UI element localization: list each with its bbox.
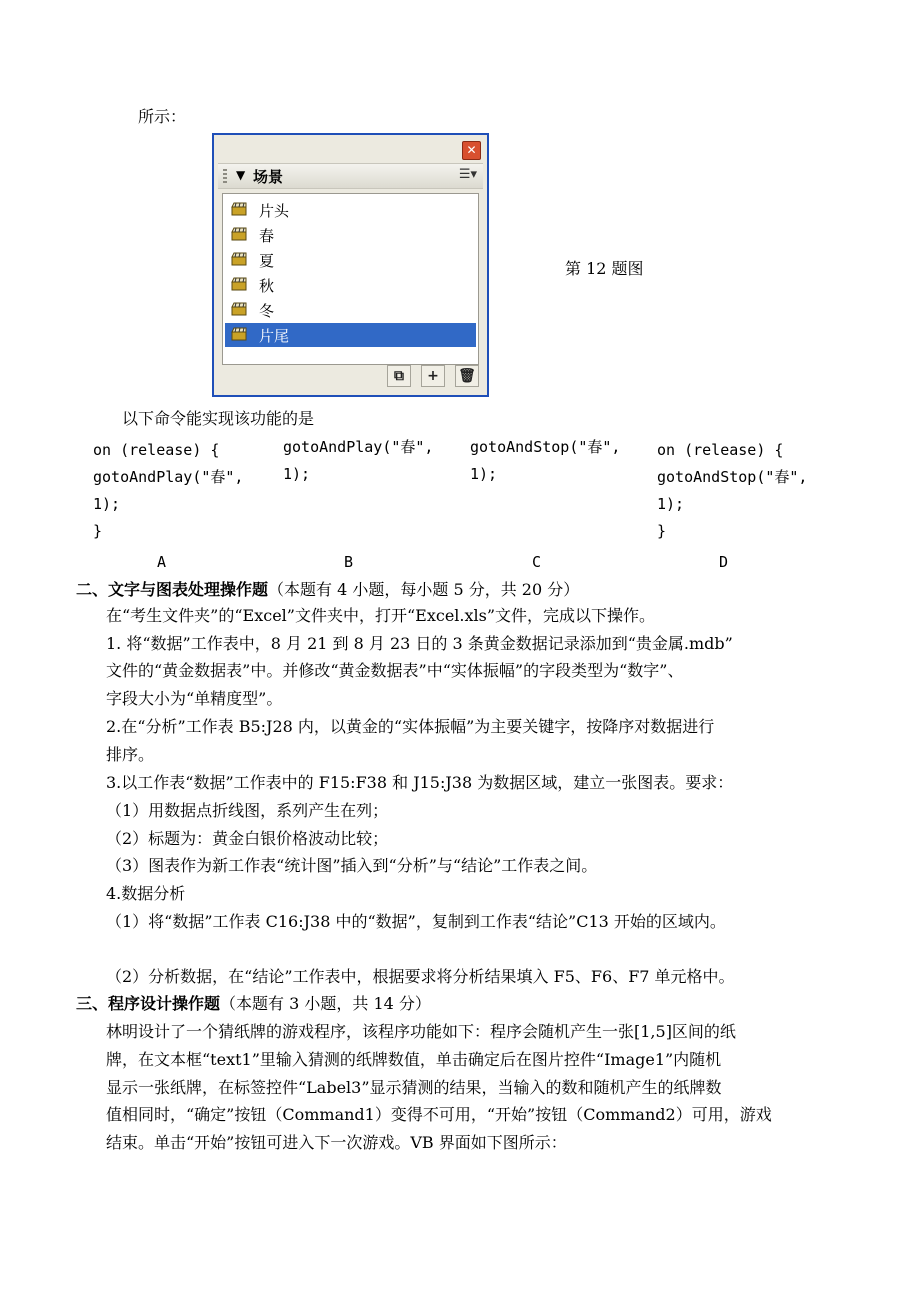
clapperboard-icon: [231, 252, 247, 266]
section2-line: 字段大小为“单精度型”。: [106, 689, 283, 708]
scene-item-selected[interactable]: [225, 323, 476, 347]
section3-line: 显示一张纸牌，在标签控件“Label3”显示猜测的结果，当输入的数和随机产生的纸牌数: [106, 1078, 722, 1097]
option-c: [470, 434, 620, 488]
option-b: [283, 434, 433, 488]
section3-heading: 三、程序设计操作题: [76, 994, 221, 1013]
section2-line: 4.数据分析: [106, 884, 186, 903]
section2-line: 1. 将“数据”工作表中，8 月 21 到 8 月 23 日的 3 条黄金数据记录添加到“贵金属.mdb”: [106, 634, 733, 653]
option-letter-c: C: [532, 553, 542, 571]
duplicate-scene-icon[interactable]: ⧉: [387, 365, 411, 387]
section2-line: 文件的“黄金数据表”中。并修改“黄金数据表”中“实体振幅”的字段类型为“数字”、: [106, 661, 684, 680]
section2-line: （2）标题为：黄金白银价格波动比较；: [106, 829, 389, 848]
option-c-line: 1);: [470, 465, 498, 483]
option-d-line: gotoAndStop("春",: [657, 468, 808, 486]
section2-line: 3.以工作表“数据”工作表中的 F15:F38 和 J15:J38 为数据区域，建立一张图表。要求：: [106, 773, 734, 792]
scene-item[interactable]: [225, 198, 476, 222]
option-letter-d: D: [719, 553, 729, 571]
scene-panel-header[interactable]: [218, 163, 483, 189]
scene-label: 冬: [259, 302, 275, 320]
scene-label: 片尾: [259, 327, 290, 345]
close-icon[interactable]: ✕: [462, 141, 481, 160]
option-a-line: gotoAndPlay("春",: [93, 468, 244, 486]
scene-panel-title: 场景: [253, 168, 284, 186]
section2-line: 排序。: [106, 745, 155, 764]
clapperboard-icon: [231, 227, 247, 241]
add-scene-icon[interactable]: +: [421, 365, 445, 387]
option-b-line: 1);: [283, 465, 311, 483]
figure-caption: 第 12 题图: [565, 259, 644, 278]
scene-label: 片头: [259, 202, 290, 220]
section3-line: 结束。单击“开始”按钮可进入下一次游戏。VB 界面如下图所示：: [106, 1133, 567, 1152]
option-a-line: 1);: [93, 495, 121, 513]
section2-line: （3）图表作为新工作表“统计图”插入到“分析”与“结论”工作表之间。: [106, 856, 598, 875]
scene-toolbar: [387, 365, 479, 387]
scene-item[interactable]: [225, 248, 476, 272]
scene-list[interactable]: [222, 193, 479, 365]
scene-label: 夏: [259, 252, 275, 270]
section2-line: （1）将“数据”工作表 C16:J38 中的“数据”，复制到工作表“结论”C13 开始的区域内。: [106, 912, 726, 931]
option-a-line: on (release) {: [93, 441, 220, 459]
option-d-line: 1);: [657, 495, 685, 513]
clapperboard-icon: [231, 302, 247, 316]
section3-note: （本题有 3 小题，共 14 分）: [220, 994, 431, 1013]
option-letter-a: A: [157, 553, 167, 571]
option-d: [657, 437, 807, 545]
section2-heading-row: [76, 577, 579, 600]
question-text: 以下命令能实现该功能的是: [122, 409, 315, 428]
section3-line: 牌，在文本框“text1”里输入猜测的纸牌数值，单击确定后在图片控件“Image1”内随机: [106, 1050, 722, 1069]
scene-label: 春: [259, 227, 275, 245]
scene-item[interactable]: [225, 273, 476, 297]
section2-line: 2.在“分析”工作表 B5:J28 内，以黄金的“实体振幅”为主要关键字，按降序对数据进行: [106, 717, 715, 736]
grip-icon[interactable]: [223, 169, 227, 183]
section2-line: （1）用数据点折线图，系列产生在列；: [106, 801, 389, 820]
collapse-triangle-icon[interactable]: ▼: [236, 168, 246, 182]
section3-line: 林明设计了一个猜纸牌的游戏程序，该程序功能如下：程序会随机产生一张[1,5]区间的纸: [106, 1022, 736, 1041]
section2-note: （本题有 4 小题，每小题 5 分，共 20 分）: [268, 580, 580, 599]
option-d-line: on (release) {: [657, 441, 784, 459]
panel-menu-icon[interactable]: ☰▾: [458, 167, 477, 182]
scene-label: 秋: [259, 277, 275, 295]
option-a-line: }: [93, 522, 103, 540]
intro-text: 所示：: [138, 107, 187, 126]
section2-line: 在“考生文件夹”的“Excel”文件夹中，打开“Excel.xls”文件，完成以下操作。: [106, 606, 656, 625]
option-d-line: }: [657, 522, 667, 540]
scene-item[interactable]: [225, 223, 476, 247]
section2-heading: 二、文字与图表处理操作题: [76, 580, 269, 599]
clapperboard-icon: [231, 327, 247, 341]
option-b-line: gotoAndPlay("春",: [283, 438, 434, 456]
section3-line: 值相同时，“确定”按钮（Command1）变得不可用，“开始”按钮（Command2）可用，游戏: [106, 1105, 772, 1124]
option-c-line: gotoAndStop("春",: [470, 438, 621, 456]
scene-panel: [212, 133, 489, 397]
section2-line: （2）分析数据，在“结论”工作表中，根据要求将分析结果填入 F5、F6、F7 单元格中。: [106, 967, 735, 986]
clapperboard-icon: [231, 277, 247, 291]
scene-item[interactable]: [225, 298, 476, 322]
option-letter-b: B: [344, 553, 354, 571]
clapperboard-icon: [231, 202, 247, 216]
delete-scene-icon[interactable]: 🗑: [455, 365, 479, 387]
option-a: [93, 437, 243, 545]
section3-heading-row: [76, 991, 431, 1014]
